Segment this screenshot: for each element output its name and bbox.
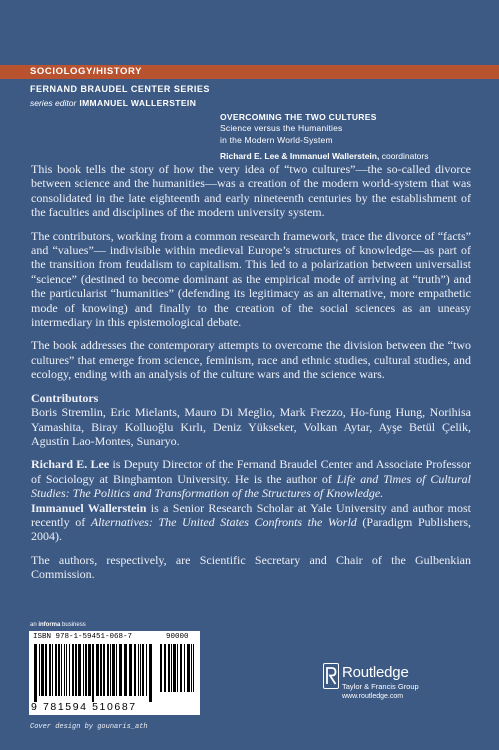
barcode-bar [146, 644, 147, 696]
lee-name: Richard E. Lee [31, 457, 110, 472]
barcode-bar [107, 644, 109, 696]
barcode-bar [66, 644, 67, 696]
series-category-band [0, 65, 499, 79]
barcode-bar [138, 644, 139, 696]
publisher-group: Taylor & Francis Group [342, 682, 419, 691]
wallerstein-bio-publisher: (Paradigm Publishers, 2004). [31, 514, 471, 544]
barcode-bar [149, 644, 152, 702]
wallerstein-name: Immanuel Wallerstein [31, 500, 147, 515]
description-paragraph-3: The book addresses the contemporary attempts to overcome the division between the “two cultures” that emerge from science, feminism, race and ethnic studies, cultural studies, and ecology, ending with an analysis of the culture wars and the science wars. [31, 338, 471, 382]
barcode-bar [180, 644, 182, 692]
description-paragraph-1: This book tells the story of how the very idea of “two cultures”—the so-called divorce between science and the humanities—was a creation of the modern world-system that was consolidated in the late eighteenth and early nineteenth centuries by the establishment of the faculties and disciplines of the modern university system. [31, 162, 471, 220]
barcode-bar [45, 644, 47, 696]
wallerstein-book-title: Alternatives: The United States Confronts the World [90, 514, 357, 529]
barcode-bar [64, 644, 65, 696]
informa-suffix: business [60, 622, 86, 628]
book-title: OVERCOMING THE TWO CULTURES [220, 112, 377, 122]
series-editor-name: IMMANUEL WALLERSTEIN [79, 98, 197, 108]
lee-book-title: Life and Times of Cultural Studies: The Politics and Transformation of the Structures of Knowledge. [31, 471, 471, 501]
barcode-bar [160, 644, 162, 692]
barcode-bar [124, 644, 127, 696]
barcode-bar [173, 644, 176, 692]
barcode-bar [168, 644, 170, 692]
book-editors [220, 151, 480, 161]
barcode-bar [112, 644, 115, 696]
book-title-block [220, 112, 480, 161]
barcode-bar [177, 644, 178, 692]
price-barcode-image [160, 644, 196, 698]
barcode-bar [88, 644, 91, 696]
barcode-bar [75, 644, 77, 696]
description-paragraph-2: The contributors, working from a common research framework, trace the divorce of “facts” and “values”— indivisible within medieval Europe’s structures of knowledge—as part of the transition from feudalism to capitalism. This led to a polarization between universalist “science” (destined to become dominant as the empirical mode of arriving at “truth”) and the particularist “humanities” (defending its legitimacy as an alternative, more empathetic mode of knowing) and finally to the creation of the social sciences as an uneasy intermediary in this epistemological debate. [31, 228, 471, 330]
author-bio-lee [31, 457, 471, 500]
barcode-bar [184, 644, 185, 692]
informa-business-tag [30, 622, 86, 628]
informa-brand: informa [38, 622, 61, 628]
barcode-bar [193, 644, 194, 692]
publisher-name: Routledge [342, 664, 409, 681]
book-editors-role: coordinators [381, 151, 429, 161]
series-category: SOCIOLOGY/HISTORY [30, 66, 143, 77]
back-cover-text [31, 162, 471, 591]
book-subtitle-line1: Science versus the Humanities [220, 123, 343, 133]
series-editor [30, 98, 196, 108]
barcode-bar [129, 644, 132, 696]
barcode-bar [39, 644, 40, 696]
barcode-bar [100, 644, 102, 696]
barcode-bar [85, 644, 87, 696]
series-name: FERNAND BRAUDEL CENTER SERIES [30, 84, 210, 94]
contributors-section [31, 391, 471, 449]
barcode-bar [103, 644, 105, 696]
barcode-bar [110, 644, 111, 696]
contributors-names: Boris Stremlin, Eric Mielants, Mauro Di Meglio, Mark Frezzo, Ho-fung Hung, Norihisa Yamashita, Biray Kolluoğlu Kırlı, Deniz Yükseker, Volkan Aytar, Ayşe Betül Çelik, Agustín Lao-Montes, Sunaryo. [31, 405, 471, 448]
lee-bio-text: is Deputy Director of the Fernand Braudel Center and Associate Professor of Sociology at Binghamton University. He is the author of [31, 457, 471, 486]
top-band [0, 0, 499, 62]
barcode-bar [142, 644, 144, 696]
cover-design-credit: Cover design by gounaris_ath [30, 723, 148, 731]
barcode-bar [72, 644, 74, 696]
author-bio-wallerstein [31, 501, 471, 544]
barcode-bar [34, 644, 37, 702]
barcode-number: 9 781594 510687 [31, 701, 137, 713]
publisher-url: www.routledge.com [342, 693, 404, 700]
barcode-bar [92, 644, 94, 702]
barcode-bar [187, 644, 190, 692]
barcode-bar [69, 644, 70, 696]
isbn-text: ISBN 978-1-59451-068-7 [33, 633, 133, 641]
routledge-logo-icon [323, 663, 339, 689]
barcode-bar [55, 644, 57, 696]
barcode-image [34, 644, 152, 702]
barcode-bar [78, 644, 81, 696]
barcode-bar [58, 644, 60, 696]
informa-prefix: an [30, 622, 39, 628]
barcode-bar [134, 644, 136, 696]
closing-note: The authors, respectively, are Scientific Secretary and Chair of the Gulbenkian Commission. [31, 552, 471, 582]
barcode-bar [140, 644, 141, 696]
wallerstein-bio-text: is a Senior Research Scholar at Yale University and author most recently of [31, 500, 471, 529]
barcode-bar [83, 644, 84, 696]
price-code: 90000 [166, 633, 189, 641]
barcode-bar [119, 644, 122, 696]
barcode-bar [49, 644, 51, 696]
barcode-bar [41, 644, 44, 696]
barcode-bar [96, 644, 99, 696]
barcode-bar [52, 644, 53, 696]
book-subtitle-line2: in the Modern World-System [220, 135, 333, 145]
barcode-bar [61, 644, 62, 696]
series-editor-label: series editor [30, 98, 77, 108]
book-editors-names: Richard E. Lee & Immanuel Wallerstein, [220, 151, 380, 161]
barcode-bar [116, 644, 117, 696]
barcode-bar [171, 644, 172, 692]
barcode-bar [164, 644, 166, 692]
contributors-heading: Contributors [31, 390, 99, 405]
barcode-bar [191, 644, 192, 692]
